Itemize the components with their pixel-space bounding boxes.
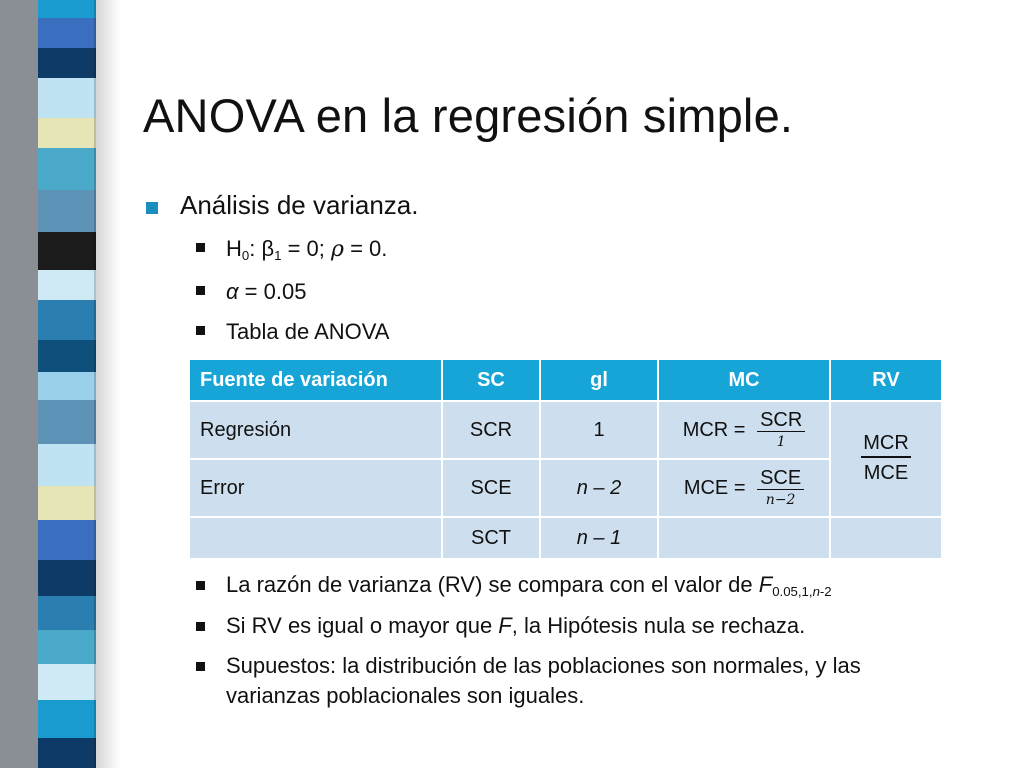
table-row [190, 459, 942, 517]
fraction-numerator: SCE [757, 467, 804, 490]
table-row [190, 401, 942, 459]
strip-band [38, 700, 96, 738]
header-mc: MC [658, 360, 830, 401]
strip-shadow [94, 0, 120, 768]
strip-band [38, 190, 96, 232]
square-bullet-icon [196, 326, 205, 335]
strip-band [38, 400, 96, 444]
cell-mc [658, 517, 830, 559]
square-bullet-icon [196, 622, 205, 631]
fraction-denominator: n−2 [765, 491, 796, 508]
cell-fuente: Regresión [190, 401, 442, 459]
bullet-rv: La razón de varianza (RV) se compara con el valor de $F_{0.05,1,n-2}$ [226, 572, 832, 599]
bullet-alpha: α = 0.05 [226, 279, 307, 304]
rv-numerator: MCR [861, 430, 911, 458]
square-bullet-icon [146, 202, 158, 214]
strip-edge [0, 0, 40, 768]
cell-gl: n – 2 [540, 459, 658, 517]
strip-band [38, 148, 96, 190]
mce-fraction [757, 467, 804, 510]
strip-band [38, 0, 96, 18]
cell-mc [658, 401, 830, 459]
fraction-numerator: SCR [757, 409, 805, 432]
header-gl: gl [540, 360, 658, 401]
cell-fuente: Error [190, 459, 442, 517]
bullet-analisis: Análisis de varianza. [180, 190, 419, 220]
square-bullet-icon [196, 662, 205, 671]
header-fuente: Fuente de variación [190, 360, 442, 401]
strip-band [38, 738, 96, 768]
bullet-si: Si RV es igual o mayor que F, la Hipótesis nula se rechaza. [226, 613, 806, 638]
rv-fraction [861, 430, 911, 488]
cell-gl: n – 1 [540, 517, 658, 559]
strip-band [38, 232, 96, 270]
header-sc: SC [442, 360, 540, 401]
mc-label: MCE = [683, 476, 746, 499]
cell-sc: SCT [442, 517, 540, 559]
strip-band [38, 118, 96, 148]
mc-label: MCR = [682, 418, 746, 441]
cell-sc: SCR [442, 401, 540, 459]
cell-gl: 1 [540, 401, 658, 459]
cell-rv [830, 401, 942, 517]
rv-denominator: MCE [863, 462, 909, 484]
square-bullet-icon [196, 581, 205, 590]
table-row [190, 517, 942, 559]
strip-band [38, 372, 96, 400]
strip-band [38, 664, 96, 700]
strip-band [38, 630, 96, 664]
header-rv: RV [830, 360, 942, 401]
cell-rv [830, 517, 942, 559]
cell-fuente [190, 517, 442, 559]
anova-table [190, 360, 943, 560]
cell-mc [658, 459, 830, 517]
bullet-supuestos: Supuestos: la distribución de las poblaciones son normales, y las varianzas poblacionales son iguales. [226, 653, 861, 708]
mcr-fraction [757, 409, 805, 452]
slide-title: ANOVA en la regresión simple. [143, 89, 794, 142]
strip-band [38, 340, 96, 372]
strip-band [38, 486, 96, 520]
strip-band [38, 78, 96, 118]
strip-band [38, 48, 96, 78]
bullet-tabla: Tabla de ANOVA [226, 319, 390, 344]
cell-sc: SCE [442, 459, 540, 517]
table-header-row [190, 360, 942, 401]
strip-band [38, 520, 96, 560]
bullet-h0: $H_0$: $\beta_1 = 0$; ρ = 0. [226, 236, 388, 263]
strip-band [38, 444, 96, 486]
strip-band [38, 18, 96, 48]
square-bullet-icon [196, 286, 205, 295]
strip-band [38, 300, 96, 340]
strip-band [38, 596, 96, 630]
strip-band [38, 560, 96, 596]
fraction-denominator: 1 [776, 433, 786, 450]
strip-bands [0, 0, 96, 768]
strip-band [38, 270, 96, 300]
square-bullet-icon [196, 243, 205, 252]
